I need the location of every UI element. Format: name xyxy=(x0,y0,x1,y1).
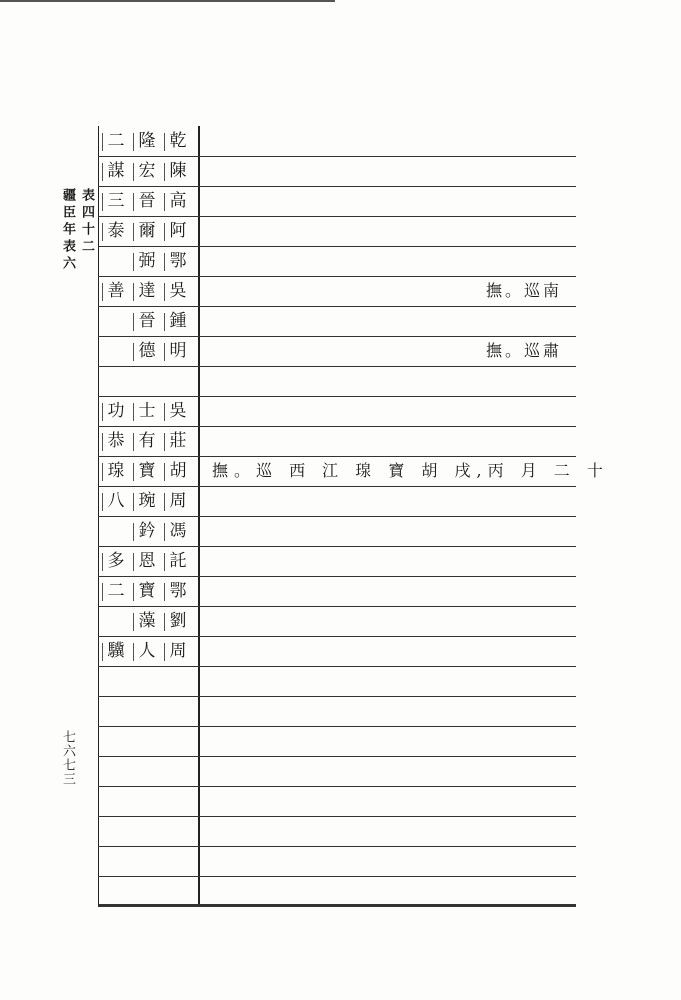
name-character: 有 xyxy=(132,430,162,454)
name-character: 晉 xyxy=(132,310,162,334)
name-character: 士 xyxy=(132,400,162,424)
table-row xyxy=(98,186,576,217)
name-character xyxy=(163,370,193,394)
name-character: 恭 xyxy=(101,430,131,454)
name-character: 吳 xyxy=(163,280,193,304)
name-character: 胡 xyxy=(163,460,193,484)
official-name-cell xyxy=(98,636,198,666)
official-name-cell xyxy=(98,336,198,366)
table-row xyxy=(98,576,576,607)
name-character xyxy=(101,340,131,364)
name-character: 劉 xyxy=(163,610,193,634)
table-row xyxy=(98,366,576,397)
official-name-cell xyxy=(98,726,198,756)
name-character xyxy=(163,760,193,784)
official-name-cell xyxy=(98,426,198,456)
top-rule xyxy=(0,0,335,2)
name-character: 莊 xyxy=(163,430,193,454)
table-row xyxy=(98,276,576,307)
name-character xyxy=(163,730,193,754)
name-character: 爾 xyxy=(132,220,162,244)
official-name-cell xyxy=(98,156,198,186)
name-character xyxy=(163,700,193,724)
name-character xyxy=(163,790,193,814)
name-character xyxy=(132,730,162,754)
name-character: 達 xyxy=(132,280,162,304)
official-name-cell xyxy=(98,246,198,276)
name-character: 託 xyxy=(163,550,193,574)
official-name-cell xyxy=(98,486,198,516)
name-character: 乾 xyxy=(163,130,193,154)
official-name-cell xyxy=(98,366,198,396)
official-name-cell xyxy=(98,666,198,696)
table-row xyxy=(98,786,576,817)
name-character xyxy=(101,730,131,754)
name-character: 多 xyxy=(101,550,131,574)
event-text: 撫。巡肅 xyxy=(485,341,562,360)
table-row xyxy=(98,456,609,487)
name-character: 恩 xyxy=(132,550,162,574)
table-row xyxy=(98,426,576,457)
name-character: 二 xyxy=(101,580,131,604)
name-character: 功 xyxy=(101,400,131,424)
name-character: 驥 xyxy=(101,640,131,664)
table-row xyxy=(98,246,576,277)
name-character xyxy=(132,700,162,724)
table-row xyxy=(98,726,576,757)
name-character xyxy=(101,850,131,874)
table-row xyxy=(98,126,576,157)
table-row xyxy=(98,216,576,247)
name-character xyxy=(132,880,162,904)
name-character: 三 xyxy=(101,190,131,214)
name-character xyxy=(101,760,131,784)
name-character: 周 xyxy=(163,490,193,514)
event-text: 撫。巡南 xyxy=(485,281,562,300)
table-row xyxy=(98,816,576,847)
name-character: 宏 xyxy=(132,160,162,184)
official-name-cell xyxy=(98,876,198,906)
page-number: 七六七三 xyxy=(60,730,75,786)
name-character xyxy=(101,880,131,904)
official-name-cell xyxy=(98,396,198,426)
official-name-cell xyxy=(98,756,198,786)
table-row xyxy=(98,606,576,637)
name-character: 寶 xyxy=(132,460,162,484)
table-row xyxy=(98,696,576,727)
name-character: 隆 xyxy=(132,130,162,154)
table-row xyxy=(98,846,576,877)
name-character xyxy=(132,760,162,784)
official-name-cell xyxy=(98,816,198,846)
name-character xyxy=(101,700,131,724)
name-character: 陳 xyxy=(163,160,193,184)
name-character: 寶 xyxy=(132,580,162,604)
name-character xyxy=(163,880,193,904)
table-row xyxy=(98,756,576,787)
table-row xyxy=(98,486,576,517)
official-name-cell xyxy=(98,546,198,576)
name-character: 人 xyxy=(132,640,162,664)
table-row xyxy=(98,516,576,547)
name-character xyxy=(101,670,131,694)
name-character xyxy=(163,850,193,874)
name-character: 鍾 xyxy=(163,310,193,334)
name-character: 阿 xyxy=(163,220,193,244)
name-character: 善 xyxy=(101,280,131,304)
official-name-cell xyxy=(98,696,198,726)
name-character: 謀 xyxy=(101,160,131,184)
name-character: 鄂 xyxy=(163,250,193,274)
name-character xyxy=(101,790,131,814)
name-character: 泰 xyxy=(101,220,131,244)
name-character: 琬 xyxy=(132,490,162,514)
table-row xyxy=(98,666,576,697)
official-name-cell xyxy=(98,276,198,306)
official-name-cell xyxy=(98,306,198,336)
official-name-cell xyxy=(98,846,198,876)
name-character: 晉 xyxy=(132,190,162,214)
table-row xyxy=(98,636,576,667)
official-name-cell xyxy=(98,516,198,546)
table-row xyxy=(98,396,576,427)
name-character xyxy=(132,370,162,394)
table-row xyxy=(98,546,576,577)
name-character xyxy=(101,820,131,844)
name-character xyxy=(132,850,162,874)
name-character xyxy=(132,670,162,694)
official-name-cell xyxy=(98,606,198,636)
table-row xyxy=(98,156,576,187)
name-character: 二 xyxy=(101,130,131,154)
name-character xyxy=(132,790,162,814)
name-character: 鄂 xyxy=(163,580,193,604)
name-character: 弼 xyxy=(132,250,162,274)
side-header-part2: 疆臣年表六 xyxy=(60,188,75,273)
name-character: 瑔 xyxy=(101,460,131,484)
official-name-cell xyxy=(98,456,198,486)
table-row xyxy=(98,336,576,367)
name-character xyxy=(132,820,162,844)
name-character xyxy=(101,520,131,544)
name-character: 明 xyxy=(163,340,193,364)
name-character xyxy=(101,610,131,634)
name-character: 馮 xyxy=(163,520,193,544)
official-name-cell xyxy=(98,786,198,816)
side-header xyxy=(58,188,96,273)
name-character: 鈐 xyxy=(132,520,162,544)
name-character xyxy=(101,310,131,334)
name-character: 高 xyxy=(163,190,193,214)
name-character xyxy=(163,670,193,694)
name-character xyxy=(101,370,131,394)
table-row xyxy=(98,306,576,337)
name-character: 德 xyxy=(132,340,162,364)
name-character xyxy=(163,820,193,844)
name-character xyxy=(101,250,131,274)
official-name-cell xyxy=(98,186,198,216)
name-character: 八 xyxy=(101,490,131,514)
official-name-cell xyxy=(98,576,198,606)
side-header-part1: 表四十二 xyxy=(79,188,94,256)
event-text: 撫。巡 西 江 瑔 寶 胡 戌,丙 月 二 十 xyxy=(212,461,609,480)
name-character: 藻 xyxy=(132,610,162,634)
table-row xyxy=(98,876,576,907)
name-character: 周 xyxy=(163,640,193,664)
official-name-cell xyxy=(98,126,198,156)
official-name-cell xyxy=(98,216,198,246)
name-character: 吳 xyxy=(163,400,193,424)
